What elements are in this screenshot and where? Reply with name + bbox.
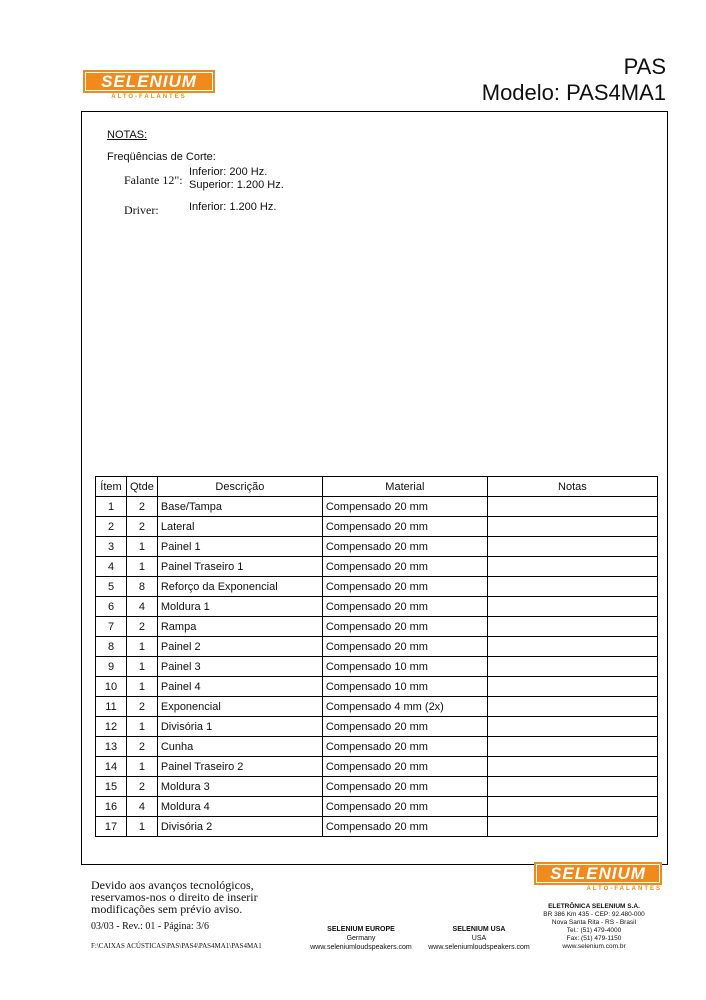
item-qty: 1 [127, 717, 158, 737]
office-europe-website: www.seleniumloudspeakers.com [310, 944, 412, 951]
table-row [96, 517, 658, 537]
notes-heading: NOTAS: [107, 129, 148, 141]
table-row [96, 737, 658, 757]
item-description: Exponencial [157, 697, 322, 717]
table-header-row [96, 477, 658, 497]
table-row [96, 557, 658, 577]
item-qty: 2 [127, 617, 158, 637]
item-notes [487, 657, 657, 677]
table-row [96, 797, 658, 817]
office-europe [296, 925, 426, 952]
item-qty: 2 [127, 497, 158, 517]
table-row [96, 617, 658, 637]
item-notes [487, 497, 657, 517]
item-description: Painel Traseiro 1 [157, 557, 322, 577]
item-notes [487, 537, 657, 557]
company-address-2: Nova Santa Rita - RS - Brasil [551, 919, 637, 926]
item-description: Divisória 2 [157, 817, 322, 837]
item-material: Compensado 20 mm [322, 757, 487, 777]
item-description: Divisória 1 [157, 717, 322, 737]
table-row [96, 597, 658, 617]
item-qty: 2 [127, 517, 158, 537]
header-logo [83, 70, 215, 102]
item-material: Compensado 20 mm [322, 497, 487, 517]
table-row [96, 697, 658, 717]
company-name: ELETRÔNICA SELENIUM S.A. [548, 903, 640, 910]
item-notes [487, 637, 657, 657]
speaker-lower-cutoff: Inferior: 200 Hz. [189, 166, 268, 178]
item-material: Compensado 20 mm [322, 637, 487, 657]
item-description: Painel 4 [157, 677, 322, 697]
speaker-label: Falante 12": [124, 173, 183, 187]
item-material: Compensado 20 mm [322, 517, 487, 537]
item-number: 16 [96, 797, 127, 817]
item-number: 11 [96, 697, 127, 717]
item-description: Moldura 3 [157, 777, 322, 797]
item-qty: 1 [127, 677, 158, 697]
revision-info: 03/03 - Rev.: 01 - Página: 3/6 [91, 921, 209, 932]
item-qty: 1 [127, 657, 158, 677]
logo-subtitle: ALTO-FALANTES [111, 94, 187, 100]
table-row [96, 677, 658, 697]
document-title [482, 54, 666, 106]
item-qty: 1 [127, 557, 158, 577]
speaker-upper-cutoff: Superior: 1.200 Hz. [189, 179, 284, 191]
item-material: Compensado 4 mm (2x) [322, 697, 487, 717]
item-number: 1 [96, 497, 127, 517]
item-description: Lateral [157, 517, 322, 537]
table-row [96, 777, 658, 797]
item-number: 8 [96, 637, 127, 657]
col-header-qty: Qtde [127, 477, 158, 497]
model-title: Modelo: PAS4MA1 [481, 80, 666, 105]
item-notes [487, 757, 657, 777]
item-material: Compensado 20 mm [322, 717, 487, 737]
item-notes [487, 557, 657, 577]
series-title: PAS [623, 54, 666, 79]
item-notes [487, 817, 657, 837]
item-number: 10 [96, 677, 127, 697]
item-qty: 2 [127, 737, 158, 757]
company-phone: Tel.: (51) 479-4000 [566, 927, 622, 934]
item-description: Painel Traseiro 2 [157, 757, 322, 777]
item-qty: 1 [127, 757, 158, 777]
disclaimer [91, 879, 258, 915]
item-description: Painel 1 [157, 537, 322, 557]
company-website: www.selenium.com.br [562, 943, 626, 950]
item-material: Compensado 20 mm [322, 617, 487, 637]
item-qty: 1 [127, 817, 158, 837]
item-description: Moldura 1 [157, 597, 322, 617]
cutoff-label: Freqüências de Corte: [107, 151, 216, 163]
footer-logo [534, 862, 662, 894]
disclaimer-line-1: Devido aos avanços tecnológicos, [91, 878, 254, 892]
item-qty: 2 [127, 777, 158, 797]
table-row [96, 637, 658, 657]
item-material: Compensado 20 mm [322, 557, 487, 577]
table-row [96, 757, 658, 777]
file-path: F:\CAIXAS ACÚSTICAS\PAS\PAS4\PAS4MA1\PAS4MA1 [91, 942, 262, 950]
item-number: 6 [96, 597, 127, 617]
item-qty: 4 [127, 597, 158, 617]
item-number: 5 [96, 577, 127, 597]
company-fax: Fax: (51) 479-1150 [566, 935, 622, 942]
item-material: Compensado 10 mm [322, 677, 487, 697]
item-material: Compensado 20 mm [322, 737, 487, 757]
col-header-material: Material [322, 477, 487, 497]
item-material: Compensado 20 mm [322, 537, 487, 557]
item-number: 4 [96, 557, 127, 577]
company-address-1: BR 386 Km 435 - CEP: 92.480-000 [543, 911, 645, 918]
item-description: Moldura 4 [157, 797, 322, 817]
item-material: Compensado 20 mm [322, 817, 487, 837]
logo-wordmark: SELENIUM [83, 70, 215, 93]
item-notes [487, 717, 657, 737]
item-qty: 2 [127, 697, 158, 717]
office-usa-country: USA [471, 935, 487, 942]
item-material: Compensado 20 mm [322, 797, 487, 817]
item-notes [487, 597, 657, 617]
footer-logo-wordmark: SELENIUM [534, 862, 662, 885]
item-notes [487, 677, 657, 697]
item-number: 2 [96, 517, 127, 537]
item-number: 7 [96, 617, 127, 637]
item-qty: 1 [127, 537, 158, 557]
disclaimer-line-2: reservamos-nos o direito de inserir [91, 890, 258, 904]
table-row [96, 497, 658, 517]
item-description: Cunha [157, 737, 322, 757]
item-description: Painel 2 [157, 637, 322, 657]
table-row [96, 537, 658, 557]
item-material: Compensado 20 mm [322, 597, 487, 617]
item-description: Rampa [157, 617, 322, 637]
item-material: Compensado 10 mm [322, 657, 487, 677]
item-notes [487, 697, 657, 717]
driver-label: Driver: [124, 203, 159, 217]
company-info [524, 903, 664, 951]
item-number: 14 [96, 757, 127, 777]
item-material: Compensado 20 mm [322, 577, 487, 597]
disclaimer-line-3: modificações sem prévio aviso. [91, 902, 243, 916]
item-number: 15 [96, 777, 127, 797]
item-notes [487, 617, 657, 637]
table-row [96, 657, 658, 677]
item-notes [487, 737, 657, 757]
item-number: 13 [96, 737, 127, 757]
col-header-description: Descrição [157, 477, 322, 497]
col-header-notes: Notas [487, 477, 657, 497]
item-number: 3 [96, 537, 127, 557]
item-description: Reforço da Exponencial [157, 577, 322, 597]
office-europe-country: Germany [346, 935, 376, 942]
item-description: Base/Tampa [157, 497, 322, 517]
item-notes [487, 797, 657, 817]
item-material: Compensado 20 mm [322, 777, 487, 797]
item-number: 17 [96, 817, 127, 837]
office-usa-website: www.seleniumloudspeakers.com [428, 944, 530, 951]
table-row [96, 817, 658, 837]
item-number: 12 [96, 717, 127, 737]
col-header-item: Ítem [96, 477, 127, 497]
item-qty: 1 [127, 637, 158, 657]
item-description: Painel 3 [157, 657, 322, 677]
parts-table [95, 476, 658, 837]
item-qty: 8 [127, 577, 158, 597]
item-qty: 4 [127, 797, 158, 817]
driver-lower-cutoff: Inferior: 1.200 Hz. [189, 201, 277, 213]
item-number: 9 [96, 657, 127, 677]
office-europe-name: SELENIUM EUROPE [327, 926, 395, 933]
office-usa-name: SELENIUM USA [452, 926, 506, 933]
item-notes [487, 517, 657, 537]
table-row [96, 577, 658, 597]
item-notes [487, 777, 657, 797]
item-notes [487, 577, 657, 597]
table-row [96, 717, 658, 737]
footer-logo-subtitle: ALTO-FALANTES [586, 886, 662, 892]
